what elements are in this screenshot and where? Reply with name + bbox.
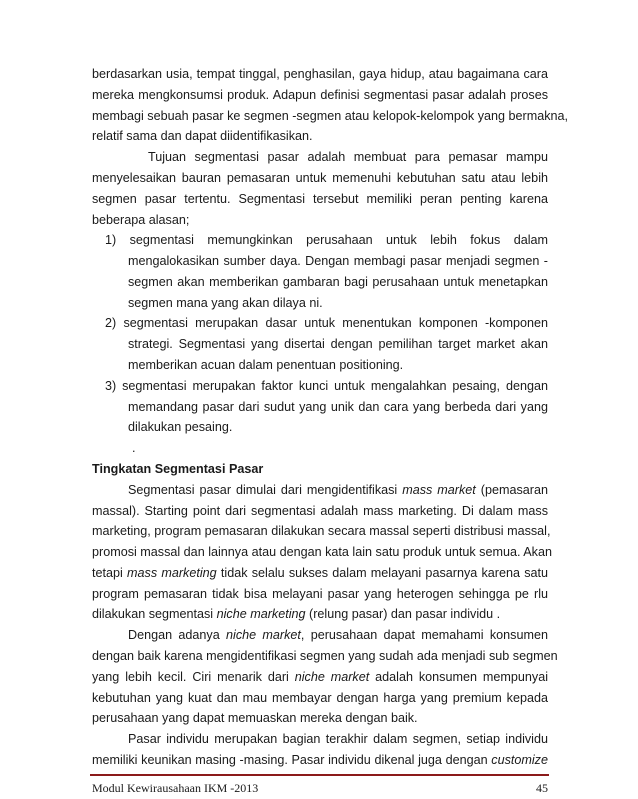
paragraph-line: Dengan adanya niche market, perusahaan dapat memahami konsumen bbox=[128, 628, 548, 642]
list-item-line: dilakukan pesaing. bbox=[128, 420, 233, 434]
paragraph-line: yang lebih kecil. Ciri menarik dari niche market adalah konsumen mempunyai bbox=[92, 670, 548, 684]
footer-module-title: Modul Kewirausahaan IKM -2013 bbox=[92, 781, 259, 795]
section-heading: Tingkatan Segmentasi Pasar bbox=[92, 462, 264, 476]
page-number: 45 bbox=[536, 781, 548, 795]
footer-divider bbox=[90, 774, 549, 776]
paragraph-line: menyelesaikan bauran pemasaran untuk memenuhi kebutuhan satu atau lebih bbox=[92, 171, 548, 185]
list-item-line: 2) segmentasi merupakan dasar untuk menentukan komponen -komponen bbox=[105, 316, 548, 330]
list-item-line: strategi. Segmentasi yang disertai dengan pemilihan target market akan bbox=[128, 337, 548, 351]
paragraph-line: membagi sebuah pasar ke segmen -segmen atau kelopok-kelompok yang bermakna, bbox=[92, 109, 569, 123]
paragraph-line: beberapa alasan; bbox=[92, 213, 190, 227]
paragraph-line: perusahaan yang dapat memuaskan mereka dengan baik. bbox=[92, 711, 418, 725]
paragraph-line: tetapi mass marketing tidak selalu sukses dalam melayani pasarnya karena satu bbox=[92, 566, 549, 580]
paragraph-line: dengan baik karena mengidentifikasi segmen yang sudah ada menjadi sub segmen bbox=[92, 649, 558, 663]
paragraph-line: kebutuhan yang kuat dan mau membayar dengan harga yang premium kepada bbox=[92, 691, 548, 705]
list-item-line: segmen akan memberikan gambaran bagi perusahaan untuk menetapkan bbox=[128, 275, 548, 289]
paragraph-line: mereka mengkonsumsi produk. Adapun definisi segmentasi pasar adalah proses bbox=[92, 88, 548, 102]
list-item-line: segmen mana yang akan dilaya ni. bbox=[128, 296, 323, 310]
list-item-line: . bbox=[132, 441, 136, 455]
paragraph-line: Pasar individu merupakan bagian terakhir dalam segmen, setiap individu bbox=[128, 732, 548, 746]
paragraph-line: berdasarkan usia, tempat tinggal, penghasilan, gaya hidup, atau bagaimana cara bbox=[92, 67, 548, 81]
paragraph-line: Tujuan segmentasi pasar adalah membuat para pemasar mampu bbox=[148, 150, 548, 164]
list-item-line: memberikan acuan dalam penentuan positioning. bbox=[128, 358, 404, 372]
paragraph-line: massal). Starting point dari segmentasi adalah mass marketing. Di dalam mass bbox=[92, 504, 548, 518]
paragraph-line: program pemasaran tidak bisa melayani pasar yang heterogen sehingga pe rlu bbox=[92, 587, 548, 601]
list-item-line: mengalokasikan sumber daya. Dengan membagi pasar menjadi segmen - bbox=[128, 254, 548, 268]
paragraph-line: memiliki keunikan masing -masing. Pasar individu dikenal juga dengan customize bbox=[92, 753, 548, 767]
paragraph-line: Segmentasi pasar dimulai dari mengidentifikasi mass market (pemasaran bbox=[128, 483, 548, 497]
paragraph-line: promosi massal dan lainnya atau dengan kata lain satu produk untuk semua. Akan bbox=[92, 545, 552, 559]
list-item-line: memandang pasar dari sudut yang unik dan cara yang berbeda dari yang bbox=[128, 400, 548, 414]
list-item-line: 1) segmentasi memungkinkan perusahaan untuk lebih fokus dalam bbox=[105, 233, 548, 247]
paragraph-line: dilakukan segmentasi niche marketing (relung pasar) dan pasar individu . bbox=[92, 607, 501, 621]
list-item-line: 3) segmentasi merupakan faktor kunci untuk mengalahkan pesaing, dengan bbox=[105, 379, 548, 393]
paragraph-line: marketing, program pemasaran dilakukan secara massal seperti distribusi massal, bbox=[92, 524, 551, 538]
paragraph-line: segmen pasar tertentu. Segmentasi tersebut memiliki peran penting karena bbox=[92, 192, 548, 206]
paragraph-line: relatif sama dan dapat diidentifikasikan. bbox=[92, 129, 313, 143]
